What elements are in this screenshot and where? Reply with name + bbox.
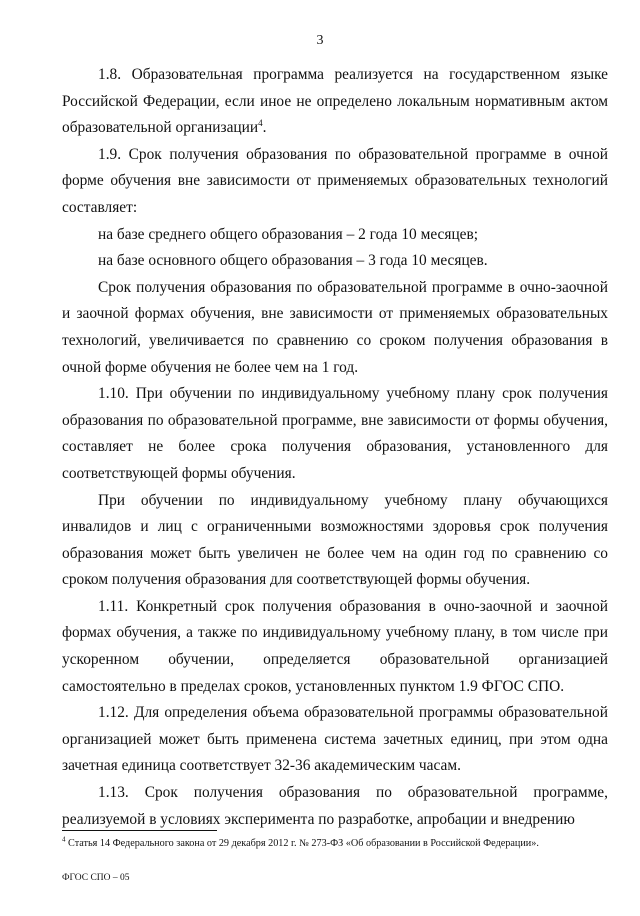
paragraph-1-10: 1.10. При обучении по индивидуальному учебному плану срок получения образования по образовательной программе, вне зависимости от формы обучения, составляет не более срока получения образования, установленного для соответствующей формы обучения. bbox=[62, 385, 608, 482]
paragraph-1-9: 1.9. Срок получения образования по образовательной программе в очной форме обучения вне зависимости от применяемых образовательных технологий составляет: bbox=[62, 145, 608, 216]
paragraph-1-8 bbox=[62, 62, 608, 142]
paragraph-term-secondary: на базе среднего общего образования – 2 года 10 месяцев; bbox=[98, 225, 479, 243]
page-number: 3 bbox=[316, 33, 324, 48]
document-body bbox=[62, 62, 608, 833]
document-footer: ФГОС СПО – 05 bbox=[62, 873, 130, 883]
footnote-reference[interactable]: 4 bbox=[258, 118, 263, 129]
paragraph-disabled-students: При обучении по индивидуальному учебному плану обучающихся инвалидов и лиц с ограниченными возможностями здоровья срок получения образования может быть увеличен не более чем на один год по сравнению со сроком получения образования для соответствующей формы обучения. bbox=[62, 491, 608, 589]
paragraph-term-basic: на базе основного общего образования – 3 года 10 месяцев. bbox=[98, 252, 488, 270]
paragraph-part-time-term: Срок получения образования по образовательной программе в очно-заочной и заочной формах обучения, вне зависимости от применяемых образовательных технологий, увеличивается по сравнению со сроком получения образования в очной форме обучения не более чем на 1 год. bbox=[62, 278, 608, 376]
paragraph-1-11: 1.11. Конкретный срок получения образования в очно-заочной и заочной формах обучения, а также по индивидуальному учебному плану, в том числе при ускоренном обучении, определяется образовательной организацией самостоятельно в пределах сроков, установленных пунктом 1.9 ФГОС СПО. bbox=[62, 597, 608, 695]
paragraph-1-12: 1.12. Для определения объема образовательной программы образовательной организацией может быть применена система зачетных единиц, при этом одна зачетная единица соответствует 32-36 академическим часам. bbox=[62, 704, 608, 775]
paragraph-text: 1.8. Образовательная программа реализуется на государственном языке Российской Федерации, если иное не определено локальным нормативным актом образовательной организации bbox=[62, 66, 608, 137]
footnote-text: Статья 14 Федерального закона от 29 декабря 2012 г. № 273-ФЗ «Об образовании в Российской Федерации». bbox=[65, 838, 539, 849]
footnote-mark: 4 bbox=[62, 835, 66, 844]
footnote bbox=[62, 837, 608, 851]
paragraph-tail: . bbox=[262, 119, 267, 137]
paragraph-1-13: 1.13. Срок получения образования по образовательной программе, реализуемой в условиях эксперимента по разработке, апробации и внедрению bbox=[62, 784, 608, 828]
footnote-divider bbox=[62, 830, 217, 831]
